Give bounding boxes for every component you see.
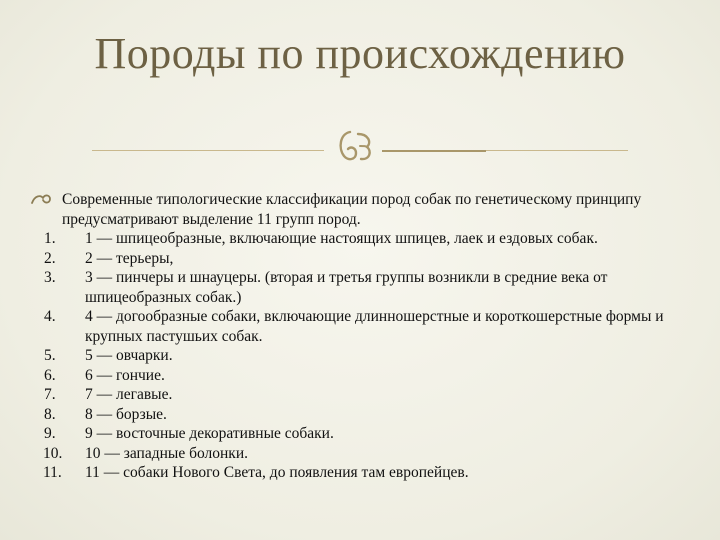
decorative-bullet-icon <box>30 192 52 206</box>
list-item-number: 4. <box>44 308 56 325</box>
title-divider-accent <box>382 150 486 152</box>
list-item-text: 3 — пинчеры и шнауцеры. (вторая и третья группы возникли в средние века от шпицеобразных собак.) <box>85 269 608 306</box>
list-item-text: 7 — легавые. <box>85 386 173 403</box>
list-item <box>34 249 694 269</box>
decorative-swirl-icon <box>334 126 376 166</box>
list-item <box>34 366 694 386</box>
intro-paragraph <box>34 190 694 229</box>
list-item-number: 7. <box>44 386 56 403</box>
list-item <box>34 346 694 366</box>
list-item-number: 6. <box>44 366 56 384</box>
list-item <box>34 307 694 346</box>
list-item <box>34 444 694 464</box>
list-item-number: 9. <box>44 425 56 442</box>
breed-group-list <box>34 229 694 483</box>
list-item <box>34 424 694 444</box>
list-item-text: 2 — терьеры, <box>85 249 174 267</box>
list-item-text: 4 — догообразные собаки, включающие длинношерстные и короткошерстные формы и крупных пастушьих собак. <box>85 308 664 345</box>
content-body <box>34 190 694 483</box>
list-item-text: 9 — восточные декоративные собаки. <box>85 425 334 442</box>
list-item-number: 3. <box>44 269 56 286</box>
list-item-text: 6 — гончие. <box>85 366 165 384</box>
list-item <box>34 385 694 405</box>
list-item-text: 8 — борзые. <box>85 405 167 423</box>
list-item <box>34 463 694 483</box>
list-item-number: 5. <box>44 347 56 364</box>
list-item <box>34 268 694 307</box>
list-item-number: 11. <box>43 464 62 481</box>
list-item-text: 10 — западные болонки. <box>85 444 248 462</box>
list-item-text: 1 — шпицеобразные, включающие настоящих шпицев, лаек и ездовых собак. <box>85 230 598 247</box>
list-item-number: 2. <box>44 249 56 267</box>
list-item-number: 8. <box>44 405 56 423</box>
list-item-text: 11 — собаки Нового Света, до появления там европейцев. <box>85 464 469 481</box>
title-divider-left <box>92 150 324 151</box>
list-item <box>34 405 694 425</box>
page-title: Породы по происхождению <box>94 29 626 78</box>
intro-text: Современные типологические классификации пород собак по генетическому принципу предусматривают выделение 11 групп пород. <box>62 191 642 228</box>
list-item-number: 10. <box>43 444 63 462</box>
list-item <box>34 229 694 249</box>
list-item-number: 1. <box>44 230 56 247</box>
list-item-text: 5 — овчарки. <box>85 347 173 364</box>
